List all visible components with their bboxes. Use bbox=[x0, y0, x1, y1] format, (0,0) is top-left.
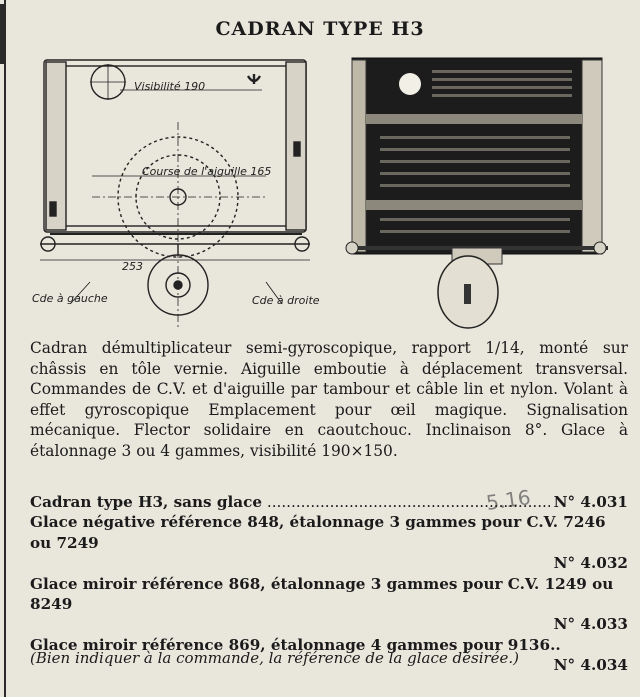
item-label: Glace miroir référence 869, étalonnage 4 gammes pour 9136.. bbox=[30, 635, 561, 654]
technical-drawing bbox=[40, 60, 310, 327]
item-number: N° 4.031 bbox=[553, 493, 628, 511]
dial-photograph bbox=[346, 58, 608, 328]
item-label: Glace négative référence 848, étalonnage 3 gammes pour C.V. 7246 ou 7249 bbox=[30, 513, 606, 552]
list-item bbox=[30, 574, 628, 635]
dim-needle-label: Course de l'aiguille 165 bbox=[142, 165, 272, 178]
list-item bbox=[30, 512, 628, 573]
dim-visibility-label: Visibilité 190 bbox=[134, 80, 206, 93]
left-border-rule bbox=[4, 0, 6, 697]
right-control-label: Cde à droite bbox=[252, 294, 320, 307]
item-label: Glace miroir référence 868, étalonnage 3 gammes pour C.V. 1249 ou 8249 bbox=[30, 574, 614, 614]
order-note: (Bien indiquer à la commande, la référence de la glace désirée.) bbox=[30, 649, 520, 667]
description bbox=[30, 338, 628, 462]
dial-illustration bbox=[30, 52, 630, 332]
item-number: N° 4.033 bbox=[553, 615, 628, 634]
description-text: Cadran démultiplicateur semi-gyroscopique, rapport 1/14, monté sur châssis en tôle vernie. Aiguille emboutie à déplacement transversal. Commandes de C.V. et d'aiguille par tambour et câble lin et nylon. Volant à effet gyroscopique Emplacement pour œil magique. Signalisation mécanique. Flector solidaire en caoutchouc. Inclinaison 8°. Glace à étalonnage 3 ou 4 gammes, visibilité 190×150. bbox=[30, 339, 628, 460]
item-number: N° 4.034 bbox=[553, 656, 628, 675]
left-control-label: Cde à gauche bbox=[32, 292, 108, 305]
item-number: N° 4.032 bbox=[553, 554, 628, 573]
dim-width-label: 253 bbox=[122, 260, 143, 273]
page-title: CADRAN TYPE H3 bbox=[215, 18, 425, 40]
list-item bbox=[30, 492, 628, 512]
handwritten-annotation: 5.16 bbox=[484, 485, 532, 515]
item-label: Cadran type H3, sans glace bbox=[30, 493, 263, 511]
